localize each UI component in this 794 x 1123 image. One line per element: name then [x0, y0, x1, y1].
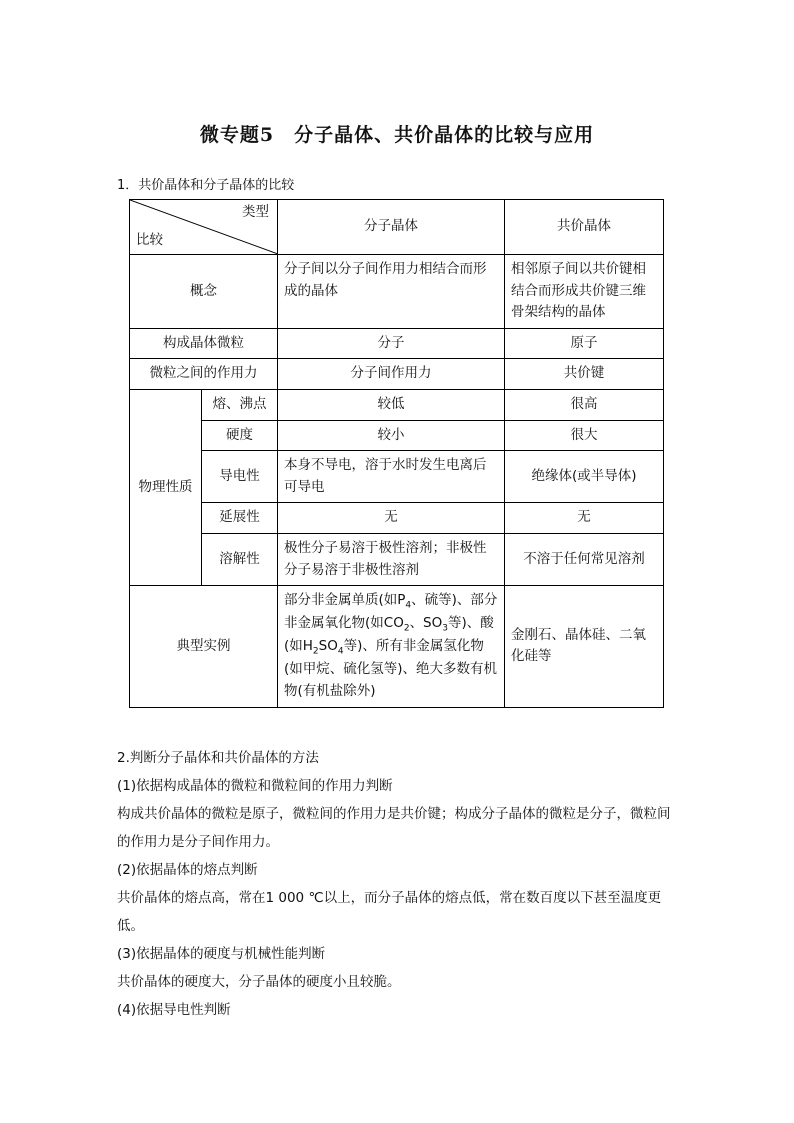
header-compare-label: 比较 — [136, 232, 163, 249]
examples-covalent: 金刚石、晶体硅、二氧化硅等 — [505, 586, 664, 707]
row-label-physical: 物理性质 — [130, 389, 202, 585]
conductivity-molecular: 本身不导电，溶于水时发生电离后可导电 — [278, 451, 505, 503]
solubility-molecular: 极性分子易溶于极性溶剂；非极性分子易溶于非极性溶剂 — [278, 533, 505, 585]
header-type-label: 类型 — [242, 204, 269, 220]
method-2-heading: (2)依据晶体的熔点判断 — [117, 862, 258, 878]
hardness-covalent: 很大 — [505, 420, 664, 451]
header-covalent-crystal: 共价晶体 — [505, 200, 664, 255]
row-label-melt: 熔、沸点 — [202, 389, 278, 420]
section-2-heading: 2.判断分子晶体和共价晶体的方法 — [117, 750, 319, 766]
examples-molecular: 部分非金属单质(如$P_4$、硫等)、部分非金属氧化物(如$CO_2$、$SO_3$等)、酸(如$H_2SO_4$等)、所有非金属氢化物(如甲烷、硫化氢等)、绝大多数有机物(有机盐除外) — [278, 586, 505, 707]
row-label-solubility: 溶解性 — [202, 533, 278, 585]
table-row — [130, 255, 664, 329]
method-3-heading: (3)依据晶体的硬度与机械性能判断 — [117, 946, 326, 962]
table-row — [130, 359, 664, 390]
concept-covalent: 相邻原子间以共价键相结合而形成共价键三维骨架结构的晶体 — [505, 255, 664, 329]
force-covalent: 共价键 — [505, 359, 664, 390]
particle-covalent: 原子 — [505, 328, 664, 359]
page-title: 微专题5 分子晶体、共价晶体的比较与应用 — [199, 124, 595, 146]
table-row — [130, 420, 664, 451]
method-1-heading: (1)依据构成晶体的微粒和微粒间的作用力判断 — [117, 778, 393, 794]
conductivity-covalent: 绝缘体(或半导体) — [505, 451, 664, 503]
table-row — [130, 503, 664, 534]
section-2 — [117, 744, 683, 1024]
melt-covalent: 很高 — [505, 389, 664, 420]
row-label-conductivity: 导电性 — [202, 451, 278, 503]
diagonal-header-cell — [130, 200, 278, 255]
method-4-heading: (4)依据导电性判断 — [117, 1002, 231, 1018]
ductility-covalent: 无 — [505, 503, 664, 534]
row-label-hardness: 硬度 — [202, 420, 278, 451]
force-molecular: 分子间作用力 — [278, 359, 505, 390]
table-row — [130, 533, 664, 585]
row-label-particle: 构成晶体微粒 — [130, 328, 278, 359]
table-header-row — [130, 200, 664, 255]
comparison-table — [129, 199, 664, 708]
row-label-concept: 概念 — [130, 255, 278, 329]
header-molecular-crystal: 分子晶体 — [278, 200, 505, 255]
table-row — [130, 586, 664, 707]
hardness-molecular: 较小 — [278, 420, 505, 451]
melt-molecular: 较低 — [278, 389, 505, 420]
method-3-text: 共价晶体的硬度大，分子晶体的硬度小且较脆。 — [117, 974, 401, 990]
method-2-text: 共价晶体的熔点高，常在1 000 ℃以上，而分子晶体的熔点低，常在数百度以下甚至温度更低。 — [117, 890, 662, 934]
row-label-force: 微粒之间的作用力 — [130, 359, 278, 390]
table-row — [130, 389, 664, 420]
row-label-examples: 典型实例 — [130, 586, 278, 707]
concept-molecular: 分子间以分子间作用力相结合而形成的晶体 — [278, 255, 505, 329]
table-row — [130, 451, 664, 503]
section-1-heading: 1．共价晶体和分子晶体的比较 — [117, 178, 295, 193]
particle-molecular: 分子 — [278, 328, 505, 359]
method-1-text: 构成共价晶体的微粒是原子，微粒间的作用力是共价键；构成分子晶体的微粒是分子，微粒间的作用力是分子间作用力。 — [117, 806, 671, 850]
table-row — [130, 328, 664, 359]
ductility-molecular: 无 — [278, 503, 505, 534]
solubility-covalent: 不溶于任何常见溶剂 — [505, 533, 664, 585]
row-label-ductility: 延展性 — [202, 503, 278, 534]
